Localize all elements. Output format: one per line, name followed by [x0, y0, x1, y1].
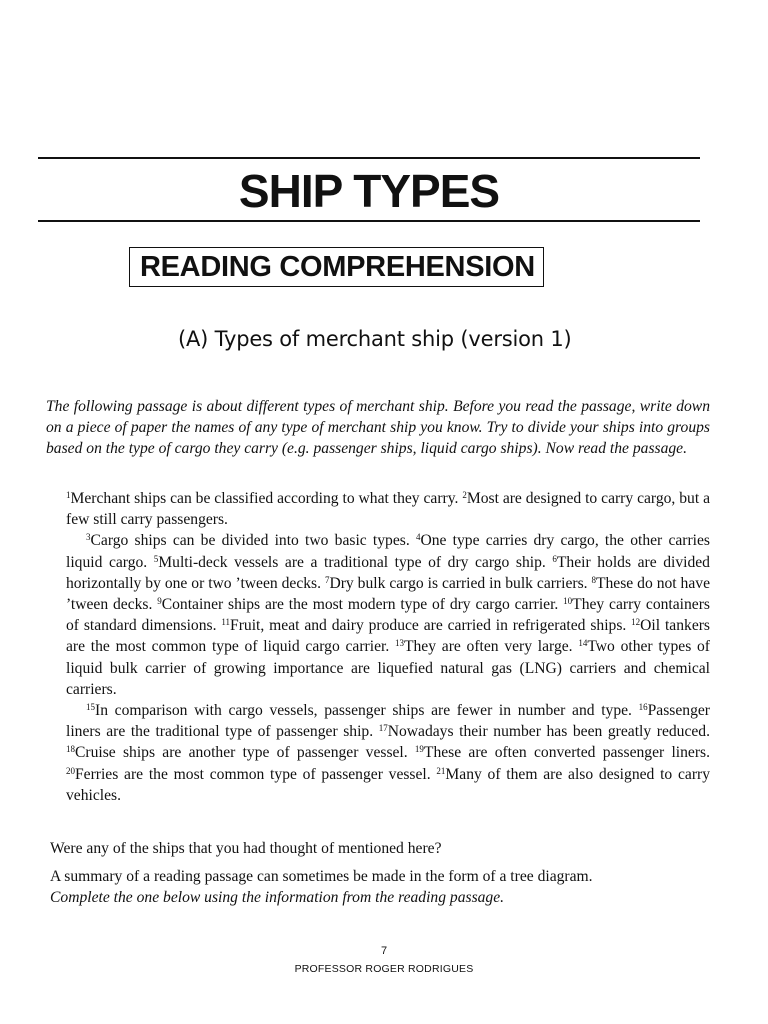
sentence-text: Passenger liners are the traditional type of passenger ship. — [66, 702, 710, 741]
sentence-text: Fruit, meat and dairy produce are carried in refrigerated ships. — [230, 617, 632, 635]
reading-passage — [66, 488, 710, 806]
page-number: 7 — [380, 945, 388, 957]
title-rule-top — [38, 157, 700, 159]
sentence-number: 10 — [563, 596, 573, 607]
summary-instructions — [50, 866, 710, 908]
sentence-number: 19 — [414, 744, 424, 755]
sentence-number: 6 — [552, 553, 557, 564]
sentence-text: Container ships are the most modern type of dry cargo carrier. — [161, 596, 564, 614]
sentence-text: Cruise ships are another type of passenger vessel. — [75, 744, 415, 762]
sentence-text: Their holds are divided horizontally by one or two ’tween decks. — [66, 553, 710, 592]
sentence-text: Nowadays their number has been greatly reduced. — [387, 723, 710, 741]
sentence-number: 17 — [378, 723, 388, 734]
sentence-number: 3 — [86, 532, 91, 543]
sentence-text: Many of them are also designed to carry vehicles. — [66, 765, 710, 804]
summary-task: Complete the one below using the information from the reading passage. — [50, 889, 505, 907]
sentence-number: 5 — [153, 553, 159, 564]
sentence-text: Merchant ships can be classified according to what they carry. — [70, 490, 463, 507]
sentence-number: 16 — [638, 702, 648, 713]
sentence-text: Multi-deck vessels are a traditional type of dry cargo ship. — [158, 553, 553, 571]
sentence-number: 12 — [631, 617, 641, 628]
passage-subtitle: (A) Types of merchant ship (version 1) — [178, 327, 572, 351]
sentence-number: 15 — [86, 702, 95, 713]
sentence-text: Most are designed to carry cargo, but a few still carry passengers. — [66, 490, 710, 529]
sentence-text: These do not have ’tween decks. — [66, 574, 710, 614]
sentence-text: Oil tankers are the most common type of liquid cargo carrier. — [66, 617, 710, 656]
sentence-number: 11 — [221, 617, 231, 628]
sentence-number: 14 — [578, 638, 588, 649]
title-rule-bottom — [38, 220, 700, 222]
footer-author: PROFESSOR ROGER RODRIGUES — [294, 963, 474, 975]
sentence-number: 7 — [324, 574, 330, 585]
sentence-number: 21 — [436, 765, 446, 776]
sentence-number: 2 — [462, 490, 467, 500]
sentence-text: They carry containers of standard dimensions. — [66, 596, 710, 635]
sentence-text: Dry bulk cargo is carried in bulk carriers. — [329, 574, 592, 592]
sentence-text: Ferries are the most common type of passenger vessel. — [75, 765, 437, 783]
section-heading: READING COMPREHENSION — [129, 247, 544, 287]
passage-paragraph-1 — [66, 488, 710, 530]
passage-paragraph-2 — [66, 530, 710, 700]
reflection-question: Were any of the ships that you had thought of mentioned here? — [50, 840, 442, 857]
sentence-number: 13 — [394, 638, 404, 649]
sentence-text: They are often very large. — [403, 638, 579, 656]
summary-text: A summary of a reading passage can sometimes be made in the form of a tree diagram. — [50, 868, 593, 885]
sentence-number: 20 — [66, 765, 75, 776]
intro-instructions: The following passage is about different types of merchant ship. Before you read the passage, write down on a piece of paper the names of any type of merchant ship you know. Try to divide your ships into groups based on the type of cargo they carry (e.g. passenger ships, liquid cargo ships). Now read the passage. — [46, 398, 710, 458]
sentence-number: 18 — [66, 744, 75, 755]
sentence-number: 8 — [591, 574, 596, 585]
sentence-text: One type carries dry cargo, the other carries liquid cargo. — [66, 532, 710, 571]
sentence-text: Two other types of liquid bulk carrier of growing importance are liquefied natural gas (LNG) carriers and chemical carriers. — [66, 638, 711, 698]
page-title: SHIP TYPES — [238, 165, 500, 217]
passage-paragraph-3 — [66, 700, 710, 806]
sentence-text: In comparison with cargo vessels, passenger ships are fewer in number and type. — [95, 702, 639, 720]
sentence-text: Cargo ships can be divided into two basic types. — [90, 532, 416, 550]
sentence-text: These are often converted passenger liners. — [423, 744, 710, 762]
sentence-number: 1 — [66, 490, 71, 500]
sentence-number: 9 — [157, 596, 162, 607]
sentence-number: 4 — [415, 532, 421, 543]
